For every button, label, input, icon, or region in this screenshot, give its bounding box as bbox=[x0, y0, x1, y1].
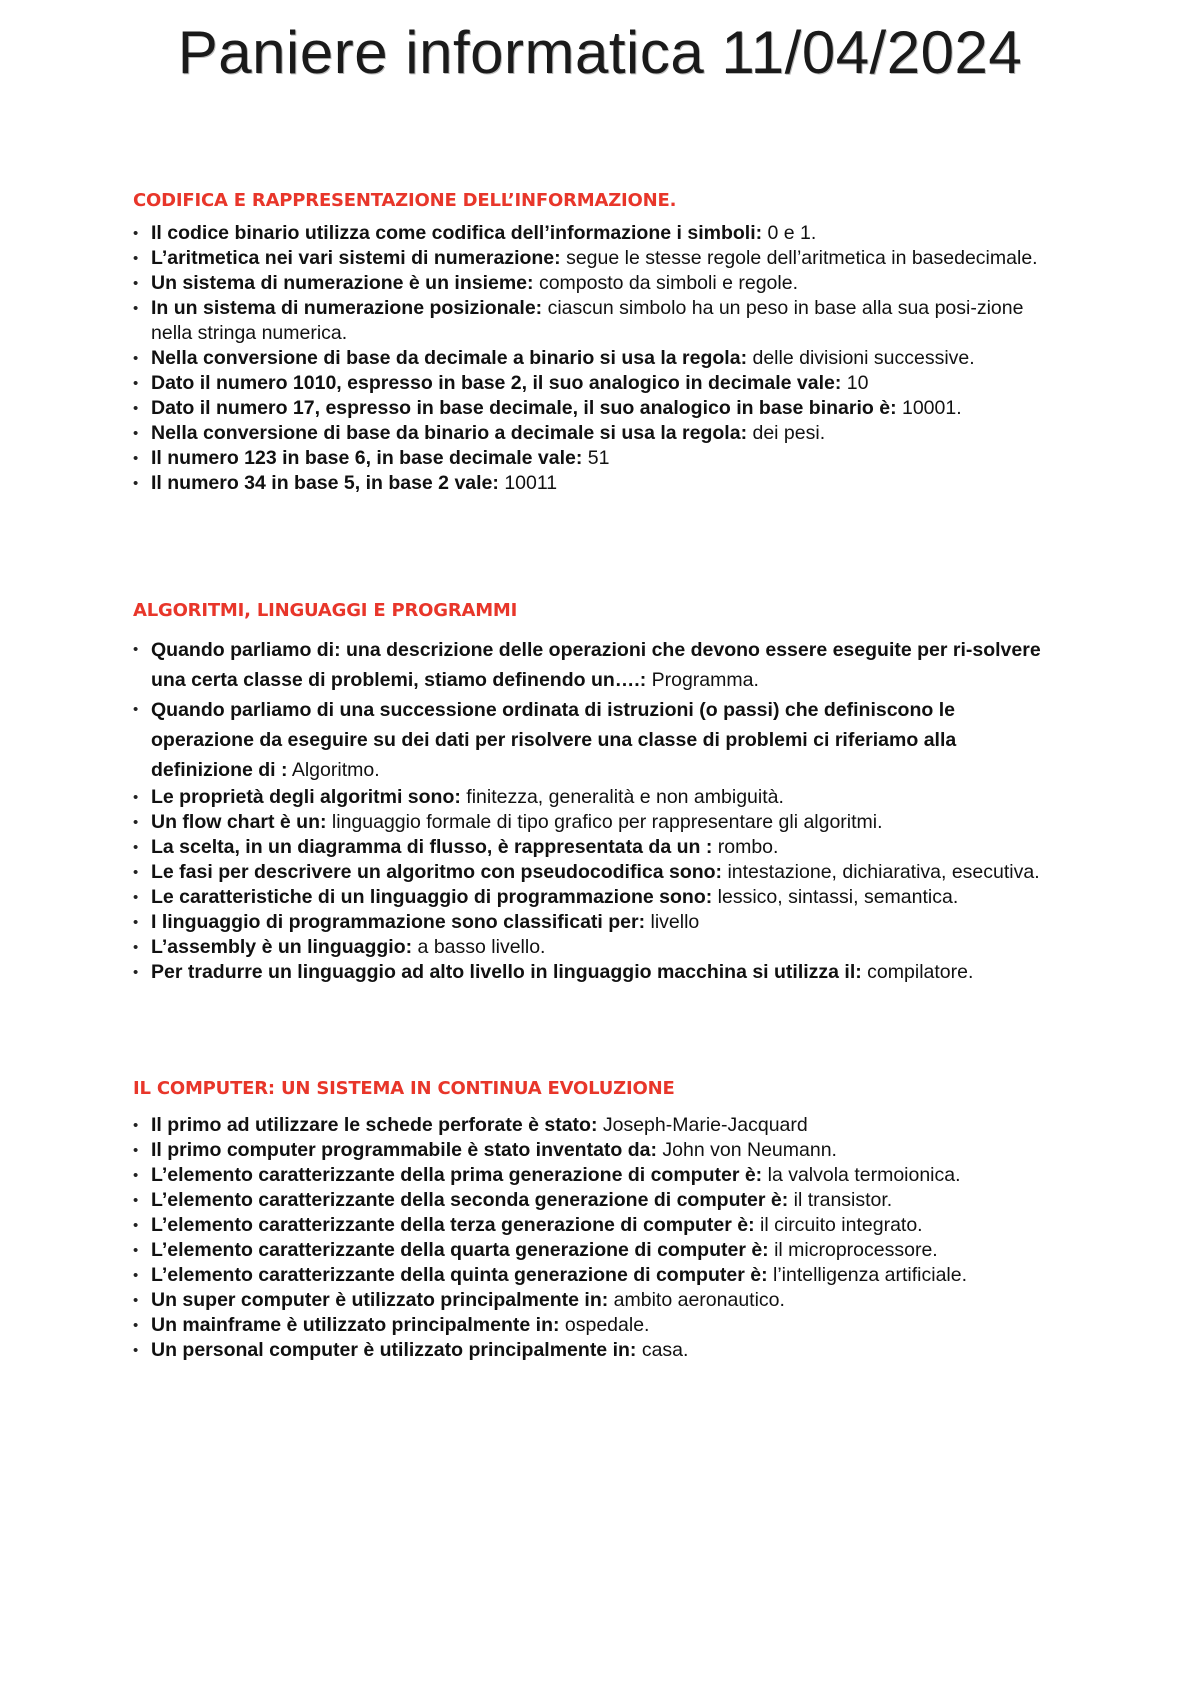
item-list bbox=[133, 221, 1063, 496]
list-item: • Per tradurre un linguaggio ad alto livello in linguaggio macchina si utilizza il: compilatore. bbox=[133, 960, 1063, 985]
list-item: • Un personal computer è utilizzato principalmente in: casa. bbox=[133, 1338, 1063, 1363]
list-item: • Un sistema di numerazione è un insieme: composto da simboli e regole. bbox=[133, 271, 1063, 296]
list-item: • Quando parliamo di una successione ordinata di istruzioni (o passi) che definiscono le operazione da eseguire su dei dati per risolvere una classe di problemi ci riferiamo alla definizione di : Algoritmo. bbox=[133, 695, 1063, 785]
list-item: • L’aritmetica nei vari sistemi di numerazione: segue le stesse regole dell’aritmetica in basedecimale. bbox=[133, 246, 1063, 271]
list-item: • Le proprietà degli algoritmi sono: finitezza, generalità e non ambiguità. bbox=[133, 785, 1063, 810]
section-heading: IL COMPUTER: UN SISTEMA IN CONTINUA EVOLUZIONE bbox=[133, 1078, 675, 1099]
item-list bbox=[133, 1113, 1063, 1363]
list-item: • Dato il numero 1010, espresso in base 2, il suo analogico in decimale vale: 10 bbox=[133, 371, 1063, 396]
page-title: Paniere informatica 11/04/2024 bbox=[177, 19, 1023, 86]
item-list bbox=[133, 635, 1063, 985]
list-item: • L’elemento caratterizzante della seconda generazione di computer è: il transistor. bbox=[133, 1188, 1063, 1213]
section-codifica bbox=[133, 190, 1063, 496]
list-item: • Un mainframe è utilizzato principalmente in: ospedale. bbox=[133, 1313, 1063, 1338]
section-algoritmi bbox=[133, 600, 1063, 985]
list-item: • L’elemento caratterizzante della quinta generazione di computer è: l’intelligenza artificiale. bbox=[133, 1263, 1063, 1288]
list-item: • L’elemento caratterizzante della prima generazione di computer è: la valvola termoionica. bbox=[133, 1163, 1063, 1188]
section-heading: ALGORITMI, LINGUAGGI E PROGRAMMI bbox=[133, 600, 518, 621]
list-item: • Il codice binario utilizza come codifica dell’informazione i simboli: 0 e 1. bbox=[133, 221, 1063, 246]
list-item: • Un super computer è utilizzato principalmente in: ambito aeronautico. bbox=[133, 1288, 1063, 1313]
list-item: • Il primo computer programmabile è stato inventato da: John von Neumann. bbox=[133, 1138, 1063, 1163]
list-item: • I linguaggio di programmazione sono classificati per: livello bbox=[133, 910, 1063, 935]
section-heading: CODIFICA E RAPPRESENTAZIONE DELL’INFORMAZIONE. bbox=[133, 190, 677, 211]
list-item: • Il primo ad utilizzare le schede perforate è stato: Joseph-Marie-Jacquard bbox=[133, 1113, 1063, 1138]
list-item: • L’elemento caratterizzante della terza generazione di computer è: il circuito integrato. bbox=[133, 1213, 1063, 1238]
list-item: • Dato il numero 17, espresso in base decimale, il suo analogico in base binario è: 10001. bbox=[133, 396, 1063, 421]
list-item: • La scelta, in un diagramma di flusso, è rappresentata da un : rombo. bbox=[133, 835, 1063, 860]
list-item: • Un flow chart è un: linguaggio formale di tipo grafico per rappresentare gli algoritmi. bbox=[133, 810, 1063, 835]
list-item: • Il numero 123 in base 6, in base decimale vale: 51 bbox=[133, 446, 1063, 471]
list-item: • Le fasi per descrivere un algoritmo con pseudocodifica sono: intestazione, dichiarativa, esecutiva. bbox=[133, 860, 1063, 885]
list-item: • In un sistema di numerazione posizionale: ciascun simbolo ha un peso in base alla sua posi-zione nella stringa numerica. bbox=[133, 296, 1063, 346]
list-item: • Nella conversione di base da binario a decimale si usa la regola: dei pesi. bbox=[133, 421, 1063, 446]
list-item: • Le caratteristiche di un linguaggio di programmazione sono: lessico, sintassi, semantica. bbox=[133, 885, 1063, 910]
list-item: • L’elemento caratterizzante della quarta generazione di computer è: il microprocessore. bbox=[133, 1238, 1063, 1263]
list-item: • Nella conversione di base da decimale a binario si usa la regola: delle divisioni successive. bbox=[133, 346, 1063, 371]
section-computer bbox=[133, 1078, 1063, 1363]
list-item: • L’assembly è un linguaggio: a basso livello. bbox=[133, 935, 1063, 960]
list-item: • Il numero 34 in base 5, in base 2 vale: 10011 bbox=[133, 471, 1063, 496]
list-item: • Quando parliamo di: una descrizione delle operazioni che devono essere eseguite per ri-solvere una certa classe di problemi, stiamo definendo un….: Programma. bbox=[133, 635, 1063, 695]
